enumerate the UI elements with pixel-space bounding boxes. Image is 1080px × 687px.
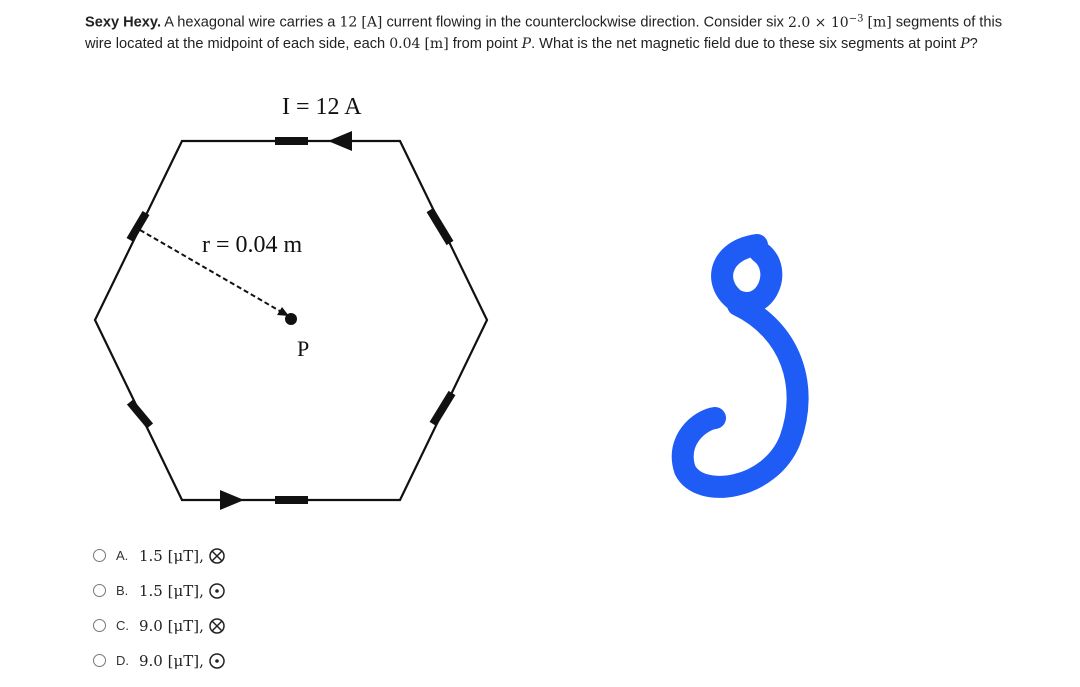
option-c[interactable]	[93, 608, 226, 643]
out-of-page-icon	[208, 652, 226, 670]
arrow-right-icon	[220, 490, 244, 510]
question-part: from point	[448, 35, 522, 52]
question-title: Sexy Hexy.	[85, 14, 161, 31]
answer-options	[93, 538, 226, 678]
segment-exponent: −3	[848, 13, 864, 24]
option-letter: B.	[116, 583, 129, 598]
arrow-left-icon	[328, 131, 352, 151]
segment-lower-left	[130, 402, 150, 426]
segment-upper-right	[430, 210, 450, 243]
into-page-icon	[208, 617, 226, 635]
option-value: 1.5 [μT],	[139, 581, 204, 600]
segment-lower-right	[433, 393, 452, 424]
point-name: P	[960, 35, 970, 52]
distance-value: 0.04	[389, 35, 421, 52]
option-value: 1.5 [μT],	[139, 546, 204, 565]
question-part: current flowing in the counterclockwise direction. Consider six	[382, 14, 788, 31]
option-value: 9.0 [μT],	[139, 651, 204, 670]
radio-button[interactable]	[93, 654, 106, 667]
option-a[interactable]	[93, 538, 226, 573]
question-part: . What is the net magnetic field due to these six segments at point	[531, 35, 961, 52]
option-letter: A.	[116, 548, 129, 563]
point-name: P	[521, 35, 532, 52]
unit-meter: [m]	[424, 35, 449, 52]
unit-meter: [m]	[867, 14, 892, 31]
unit-ampere: [A]	[361, 14, 383, 31]
segment-coef: 2.0 × 10	[787, 14, 849, 31]
radio-button[interactable]	[93, 549, 106, 562]
segment-upper-left	[130, 213, 146, 240]
current-label: I = 12 A	[282, 94, 362, 120]
current-value: 12	[339, 14, 358, 31]
option-letter: C.	[116, 618, 129, 633]
radio-button[interactable]	[93, 584, 106, 597]
option-value: 9.0 [μT],	[139, 616, 204, 635]
question-part: A hexagonal wire carries a	[161, 14, 340, 31]
into-page-icon	[208, 547, 226, 565]
option-d[interactable]	[93, 643, 226, 678]
question-part: segments of this wire located at the midpoint of each side, each	[85, 14, 1003, 52]
option-letter: D.	[116, 653, 129, 668]
out-of-page-icon	[208, 582, 226, 600]
point-label: P	[297, 336, 310, 361]
option-b[interactable]	[93, 573, 226, 608]
handwritten-answer	[683, 245, 798, 487]
point-p-dot	[285, 313, 297, 325]
question-part: ?	[969, 35, 978, 52]
radio-button[interactable]	[93, 619, 106, 632]
radius-label: r = 0.04 m	[202, 232, 303, 258]
